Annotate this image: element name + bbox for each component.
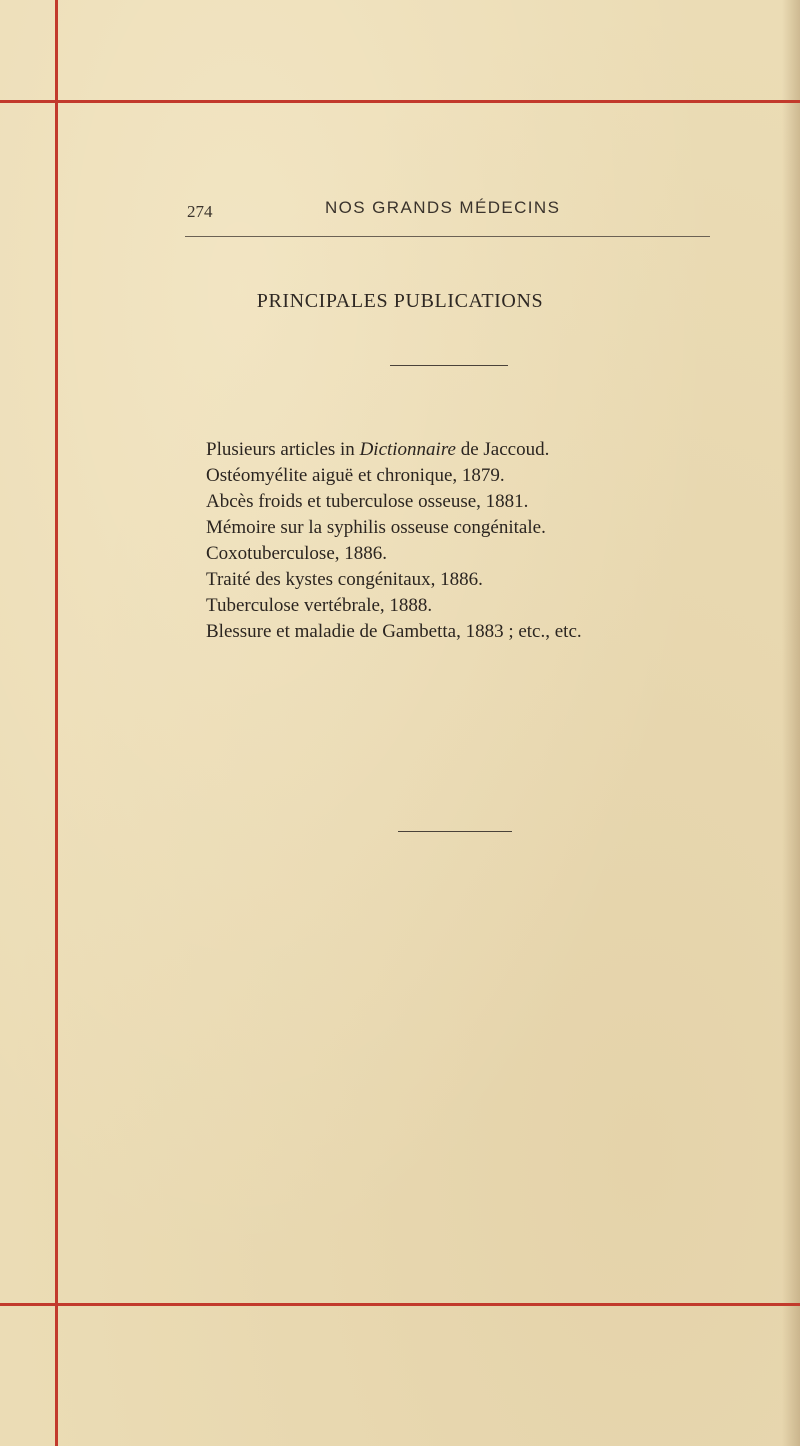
publication-item: Mémoire sur la syphilis osseuse congénitale. <box>206 517 546 538</box>
running-head <box>185 198 710 226</box>
publication-item: Traité des kystes congénitaux, 1886. <box>206 569 483 590</box>
publication-italic-title: Dictionnaire <box>359 439 456 460</box>
red-margin-rule-top <box>0 100 800 103</box>
page-edge-shadow <box>782 0 800 1446</box>
publication-item: Ostéomyélite aiguë et chronique, 1879. <box>206 465 505 486</box>
publication-item: Tuberculose vertébrale, 1888. <box>206 595 433 616</box>
red-margin-rule-vertical <box>55 0 58 1446</box>
publication-item: Coxotuberculose, 1886. <box>206 543 388 564</box>
publication-text: Plusieurs articles in <box>206 439 360 460</box>
red-margin-rule-bottom <box>0 1303 800 1306</box>
running-title: NOS GRANDS MÉDECINS <box>325 198 561 217</box>
section-divider-bottom <box>398 831 512 832</box>
publication-text: de Jaccoud. <box>455 439 550 460</box>
header-rule <box>185 236 710 237</box>
publication-item <box>206 437 582 463</box>
section-divider-top <box>390 365 508 366</box>
page-number: 274 <box>187 202 213 221</box>
publication-list <box>206 437 582 645</box>
section-title: PRINCIPALES PUBLICATIONS <box>256 290 544 312</box>
publication-item: Abcès froids et tuberculose osseuse, 1881. <box>206 491 529 512</box>
publication-item: Blessure et maladie de Gambetta, 1883 ; etc., etc. <box>206 621 582 642</box>
